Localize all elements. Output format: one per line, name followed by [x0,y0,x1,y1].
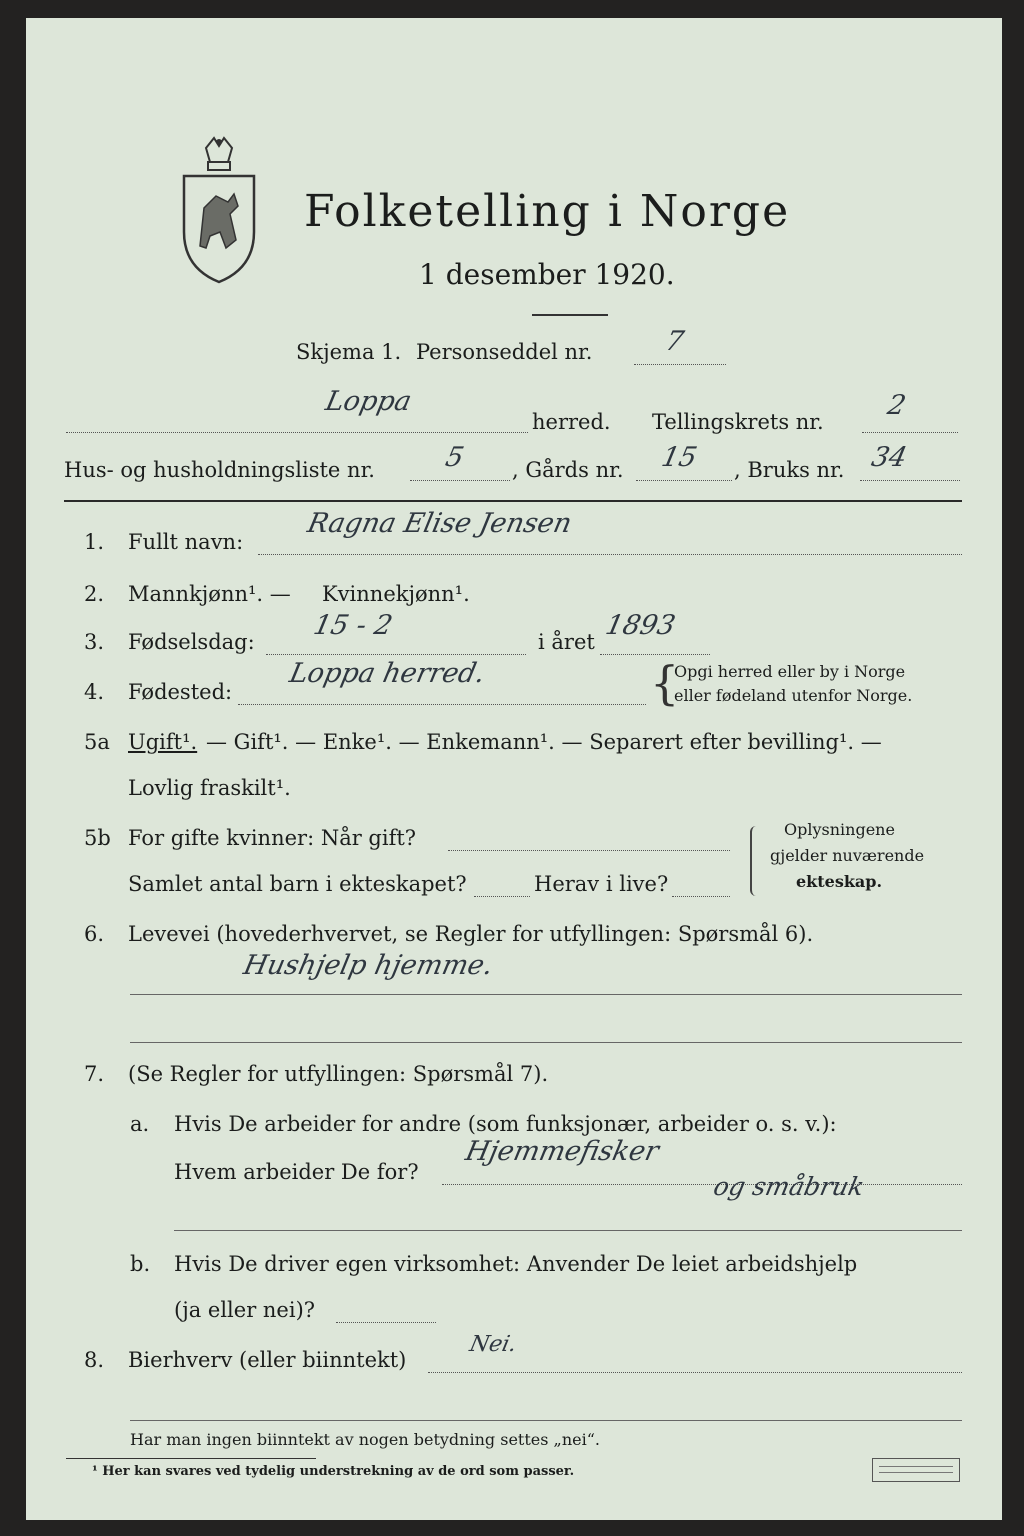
q5a-fraskilt-option: Lovlig fraskilt¹. [128,776,291,800]
q1-number: 1. [84,530,105,554]
q1-field-line [258,554,962,555]
bruks-field-line [860,480,960,481]
q7a-field-line-2 [174,1230,962,1231]
bruks-label: , Bruks nr. [734,458,845,482]
q4-label: Fødested: [128,680,233,704]
q7a-letter: a. [130,1112,150,1136]
q7b-letter: b. [130,1252,151,1276]
q2-number: 2. [84,582,105,606]
tellingskrets-field-line [862,432,958,433]
q5b-children-field-line [474,896,530,897]
herred-label: herred. [532,410,611,434]
printer-stamp [872,1458,960,1482]
q3-field-line [266,654,526,655]
q5b-note-line2: gjelder nuværende [770,846,925,865]
q7b-yes-no-label: (ja eller nei)? [174,1298,316,1322]
q1-label: Fullt navn: [128,530,244,554]
herred-field-line [66,432,528,433]
personseddel-value: 7 [662,326,687,357]
q5b-number: 5b [84,826,111,850]
q7a-field-line [442,1184,962,1185]
footnote-rule [66,1458,316,1459]
q7a-employer-value-2: og småbruk [710,1172,867,1201]
q4-note-line1: Opgi herred eller by i Norge [674,662,906,681]
q5b-note-line1: Oplysningene [784,820,895,839]
q5a-ugift-option: Ugift¹. [128,730,198,754]
q3-year-field-line [600,654,710,655]
q2-male-option: Mannkjønn¹. — [128,582,291,606]
title-divider [532,314,608,316]
q6-occupation-value: Hushjelp hjemme. [240,950,496,981]
personseddel-field-line [634,364,726,365]
q5b-alive-field-line [672,896,730,897]
q1-full-name-value: Ragna Elise Jensen [304,508,575,539]
q4-number: 4. [84,680,105,704]
bruks-value: 34 [868,442,910,473]
q8-field-line [428,1372,962,1373]
q4-note-line2: eller fødeland utenfor Norge. [674,686,913,705]
q4-birthplace-value: Loppa herred. [286,658,488,689]
footnote: ¹ Her kan svares ved tydelig understrekning av de ord som passer. [92,1464,575,1479]
q4-field-line [238,704,646,705]
q7b-field-line [336,1322,436,1323]
q7-number: 7. [84,1062,105,1086]
coat-of-arms-icon [176,136,262,286]
page-title: Folketelling i Norge [304,186,791,237]
q4-brace: { [650,656,680,710]
q8-label: Bierhverv (eller biinntekt) [128,1348,407,1372]
q8-number: 8. [84,1348,105,1372]
tellingskrets-value: 2 [884,390,909,421]
q7a-employer-value: Hjemmefisker [462,1136,662,1167]
q5b-children-label: Samlet antal barn i ekteskapet? [128,872,467,896]
q5b-alive-label: Herav i live? [534,872,669,896]
herred-value: Loppa [322,386,415,417]
q8-note: Har man ingen biinntekt av nogen betydning settes „nei“. [130,1430,600,1449]
q5b-note-line3: ekteskap. [796,872,883,891]
q5b-label: For gifte kvinner: Når gift? [128,826,417,850]
census-form [26,18,1002,1520]
header-rule [64,500,962,502]
q3-year-label: i året [538,630,595,654]
hus-value: 5 [442,442,467,473]
q8-field-line-2 [130,1420,962,1421]
gards-value: 15 [658,442,700,473]
q7a-label: Hvis De arbeider for andre (som funksjonær, arbeider o. s. v.): [174,1112,837,1136]
q3-number: 3. [84,630,105,654]
skjema-label: Skjema 1. [296,340,402,364]
q2-female-option: Kvinnekjønn¹. [322,582,470,606]
personseddel-label: Personseddel nr. [416,340,593,364]
tellingskrets-label: Tellingskrets nr. [652,410,824,434]
gards-field-line [636,480,732,481]
q5b-bracket [750,826,756,896]
q7a-employer-label: Hvem arbeider De for? [174,1160,419,1184]
q8-side-income-value: Nei. [467,1332,519,1357]
q6-number: 6. [84,922,105,946]
q6-label: Levevei (hovederhvervet, se Regler for utfyllingen: Spørsmål 6). [128,922,814,946]
q7b-label: Hvis De driver egen virksomhet: Anvender De leiet arbeidshjelp [174,1252,858,1276]
census-date: 1 desember 1920. [419,258,675,291]
q3-year-value: 1893 [602,610,679,641]
q3-birthdate-value: 15 - 2 [310,610,396,641]
gards-label: , Gårds nr. [512,458,624,482]
hus-field-line [410,480,510,481]
hus-label: Hus- og husholdningsliste nr. [64,458,375,482]
q5a-number: 5a [84,730,110,754]
q5a-other-options: — Gift¹. — Enke¹. — Enkemann¹. — Separert efter bevilling¹. — [206,730,882,754]
q6-field-line-2 [130,1042,962,1043]
q5b-married-field-line [448,850,730,851]
q7-label: (Se Regler for utfyllingen: Spørsmål 7). [128,1062,549,1086]
q3-label: Fødselsdag: [128,630,255,654]
q6-field-line-1 [130,994,962,995]
